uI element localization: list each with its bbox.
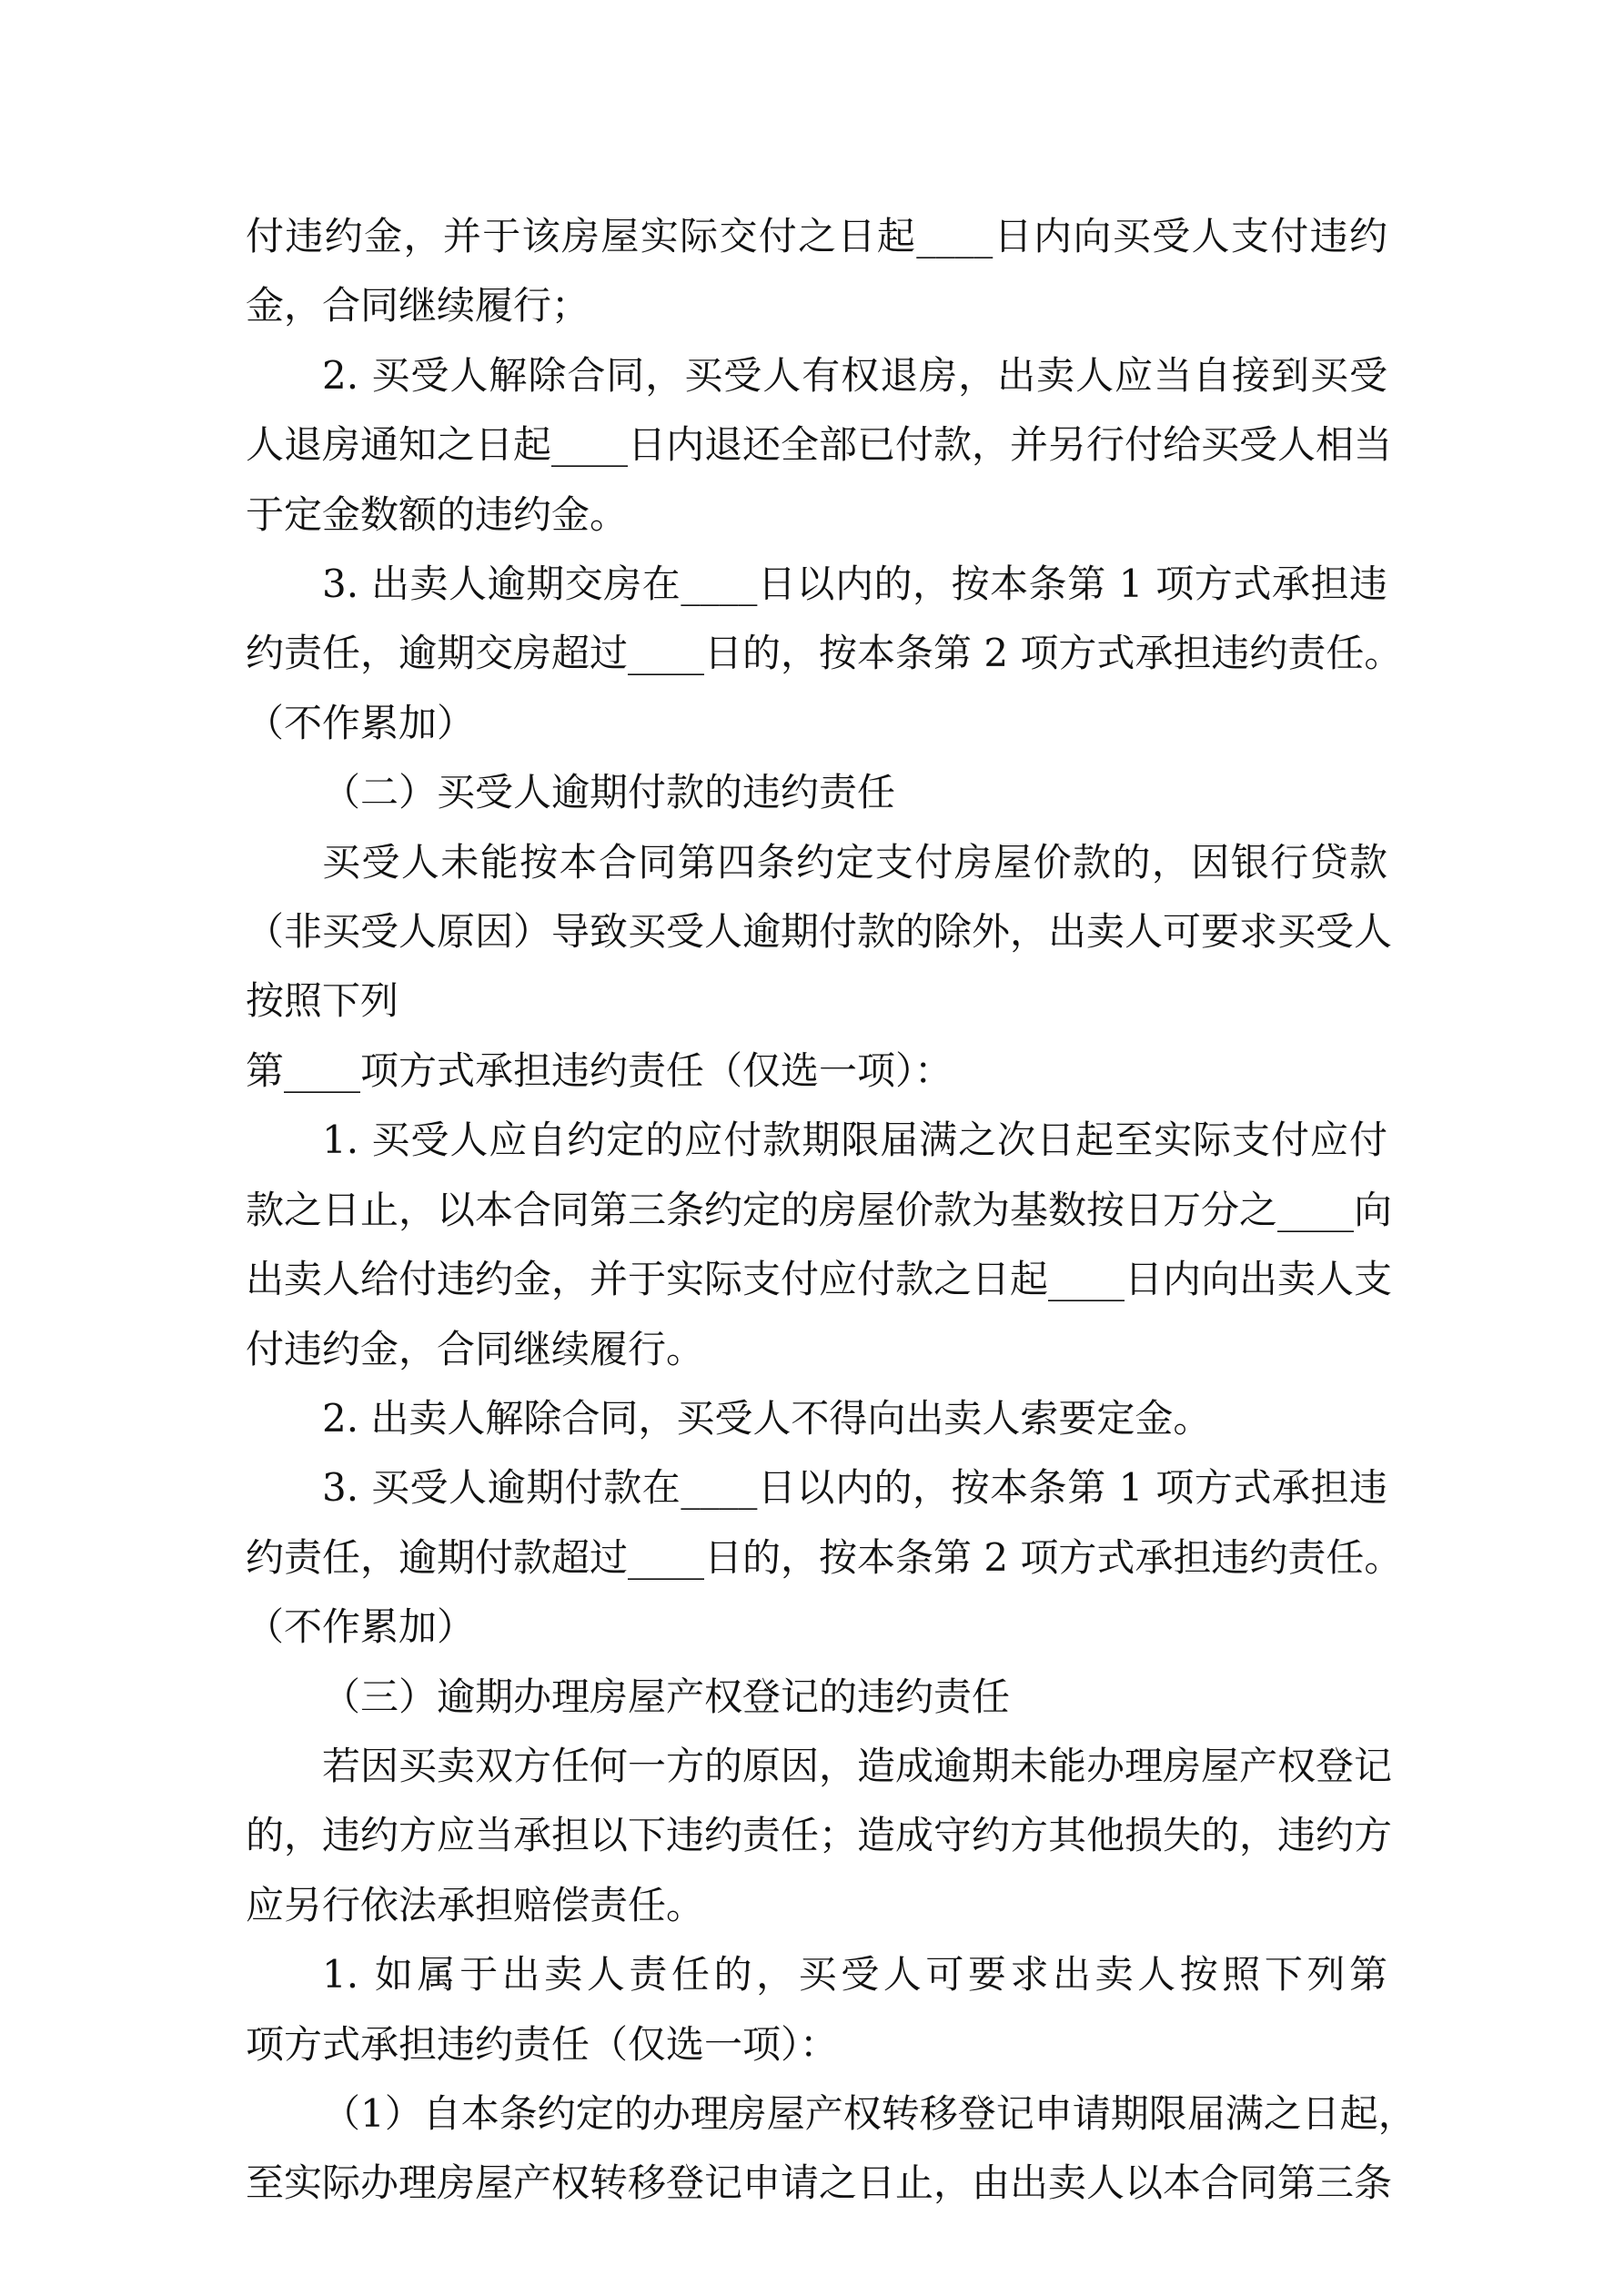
- text-line: 款之日止，以本合同第三条约定的房屋价款为基数按日万分之____向: [246, 1187, 1393, 1232]
- text-line: 项方式承担违约责任（仅选一项）：: [246, 2021, 839, 2067]
- text-line: 约责任，逾期付款超过____日的，按本条第 2 项方式承担违约责任。: [246, 1534, 1403, 1580]
- text-line: （非买受人原因）导致买受人逾期付款的除外，出卖人可要求买受人: [246, 909, 1393, 955]
- text-line: 应另行依法承担赔偿责任。: [246, 1882, 705, 1927]
- text-line: （1）自本条约定的办理房屋产权转移登记申请期限届满之日起，: [322, 2090, 1417, 2136]
- text-line: 2. 出卖人解除合同，买受人不得向出卖人索要定金。: [322, 1395, 1212, 1441]
- text-line: 按照下列: [246, 978, 399, 1024]
- text-line: 付违约金，合同继续履行。: [246, 1326, 705, 1371]
- text-line: （三）逾期办理房屋产权登记的违约责任: [322, 1674, 1011, 1719]
- text-line: 出卖人给付违约金，并于实际支付应付款之日起____日内向出卖人支: [246, 1257, 1393, 1302]
- text-line: （二）买受人逾期付款的违约责任: [322, 770, 896, 815]
- text-line: 至实际办理房屋产权转移登记申请之日止，由出卖人以本合同第三条: [246, 2160, 1393, 2206]
- text-line: （不作累加）: [246, 700, 476, 745]
- text-line: 3. 买受人逾期付款在____日以内的，按本条第 1 项方式承担违: [322, 1465, 1387, 1511]
- text-line: 金，合同继续履行；: [246, 283, 590, 329]
- text-line: （不作累加）: [246, 1604, 476, 1650]
- text-line: 于定金数额的违约金。: [246, 491, 629, 537]
- text-line: 约责任，逾期交房超过____日的，按本条第 2 项方式承担违约责任。: [246, 631, 1403, 676]
- text-line: 2. 买受人解除合同，买受人有权退房，出卖人应当自接到买受: [322, 352, 1387, 398]
- text-line: 付违约金，并于该房屋实际交付之日起____日内向买受人支付违约: [246, 214, 1387, 258]
- text-line: 人退房通知之日起____日内退还全部已付款，并另行付给买受人相当: [246, 422, 1393, 468]
- text-line: 的，违约方应当承担以下违约责任；造成守约方其他损失的，违约方: [246, 1813, 1393, 1858]
- text-line: 第____项方式承担违约责任（仅选一项）：: [246, 1047, 953, 1093]
- text-line: 若因买卖双方任何一方的原因，造成逾期未能办理房屋产权登记: [322, 1743, 1393, 1788]
- text-line: 3. 出卖人逾期交房在____日以内的，按本条第 1 项方式承担违: [322, 561, 1387, 607]
- text-line: 1. 如属于出卖人责任的，买受人可要求出卖人按照下列第: [322, 1952, 1387, 1998]
- text-line: 1. 买受人应自约定的应付款期限届满之次日起至实际支付应付: [322, 1118, 1387, 1163]
- document-page: [246, 202, 1417, 2219]
- text-line: 买受人未能按本合同第四条约定支付房屋价款的，因银行贷款: [322, 839, 1387, 885]
